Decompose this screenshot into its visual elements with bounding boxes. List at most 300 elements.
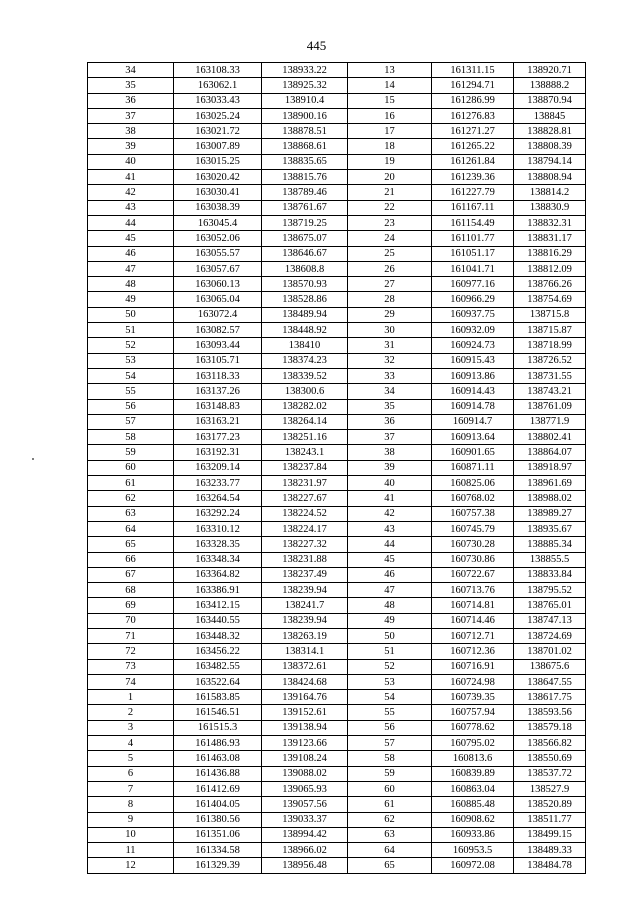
y-coordinate-cell: 138675.6 [514,659,586,674]
x-coordinate-cell: 163192.31 [174,445,262,460]
y-coordinate-cell: 138718.99 [514,338,586,353]
y-coordinate-cell: 139152.61 [262,705,348,720]
x-coordinate-cell: 160914.78 [432,399,514,414]
x-coordinate-cell: 163440.55 [174,613,262,628]
table-row [88,185,586,200]
y-coordinate-cell: 138833.84 [514,567,586,582]
point-number-cell: 48 [88,277,174,292]
table-row [88,414,586,429]
x-coordinate-cell: 160914.7 [432,414,514,429]
x-coordinate-cell: 163233.77 [174,476,262,491]
y-coordinate-cell: 138743.21 [514,384,586,399]
y-coordinate-cell: 138520.89 [514,797,586,812]
coordinates-table-body [88,63,586,874]
y-coordinate-cell: 138918.97 [514,460,586,475]
x-coordinate-cell: 160839.89 [432,766,514,781]
point-number-cell: 13 [348,63,432,78]
x-coordinate-cell: 161154.49 [432,215,514,230]
table-row [88,261,586,276]
y-coordinate-cell: 138878.51 [262,124,348,139]
table-row [88,521,586,536]
x-coordinate-cell: 160937.75 [432,307,514,322]
y-coordinate-cell: 138808.39 [514,139,586,154]
x-coordinate-cell: 163108.33 [174,63,262,78]
point-number-cell: 25 [348,246,432,261]
y-coordinate-cell: 138264.14 [262,414,348,429]
y-coordinate-cell: 138771.9 [514,414,586,429]
x-coordinate-cell: 163163.21 [174,414,262,429]
x-coordinate-cell: 160730.28 [432,537,514,552]
x-coordinate-cell: 163522.64 [174,674,262,689]
y-coordinate-cell: 138231.88 [262,552,348,567]
point-number-cell: 66 [88,552,174,567]
y-coordinate-cell: 138372.61 [262,659,348,674]
point-number-cell: 69 [88,598,174,613]
point-number-cell: 45 [88,231,174,246]
point-number-cell: 41 [348,491,432,506]
y-coordinate-cell: 138239.94 [262,613,348,628]
y-coordinate-cell: 138715.87 [514,323,586,338]
table-row [88,445,586,460]
y-coordinate-cell: 138989.27 [514,506,586,521]
x-coordinate-cell: 161583.85 [174,690,262,705]
y-coordinate-cell: 138339.52 [262,368,348,383]
y-coordinate-cell: 138300.6 [262,384,348,399]
x-coordinate-cell: 160712.36 [432,644,514,659]
table-row [88,644,586,659]
y-coordinate-cell: 139138.94 [262,720,348,735]
point-number-cell: 53 [348,674,432,689]
x-coordinate-cell: 161546.51 [174,705,262,720]
x-coordinate-cell: 163482.55 [174,659,262,674]
point-number-cell: 57 [88,414,174,429]
point-number-cell: 9 [88,812,174,827]
point-number-cell: 19 [348,154,432,169]
point-number-cell: 7 [88,781,174,796]
x-coordinate-cell: 163209.14 [174,460,262,475]
x-coordinate-cell: 160745.79 [432,521,514,536]
y-coordinate-cell: 138647.55 [514,674,586,689]
y-coordinate-cell: 138231.97 [262,476,348,491]
table-row [88,399,586,414]
y-coordinate-cell: 138489.33 [514,843,586,858]
x-coordinate-cell: 160724.98 [432,674,514,689]
table-row [88,384,586,399]
y-coordinate-cell: 138900.16 [262,108,348,123]
point-number-cell: 74 [88,674,174,689]
y-coordinate-cell: 138994.42 [262,827,348,842]
table-row [88,338,586,353]
y-coordinate-cell: 138935.67 [514,521,586,536]
y-coordinate-cell: 138579.18 [514,720,586,735]
y-coordinate-cell: 138933.22 [262,63,348,78]
x-coordinate-cell: 161239.36 [432,170,514,185]
point-number-cell: 6 [88,766,174,781]
y-coordinate-cell: 138593.56 [514,705,586,720]
x-coordinate-cell: 163007.89 [174,139,262,154]
table-row [88,720,586,735]
table-row [88,307,586,322]
table-row [88,583,586,598]
x-coordinate-cell: 161286.99 [432,93,514,108]
x-coordinate-cell: 163328.35 [174,537,262,552]
x-coordinate-cell: 160730.86 [432,552,514,567]
point-number-cell: 56 [348,720,432,735]
x-coordinate-cell: 161271.27 [432,124,514,139]
point-number-cell: 44 [348,537,432,552]
table-row [88,139,586,154]
x-coordinate-cell: 163412.15 [174,598,262,613]
table-row [88,812,586,827]
point-number-cell: 41 [88,170,174,185]
y-coordinate-cell: 138499.15 [514,827,586,842]
y-coordinate-cell: 138646.67 [262,246,348,261]
table-row [88,674,586,689]
y-coordinate-cell: 138617.75 [514,690,586,705]
point-number-cell: 54 [88,368,174,383]
y-coordinate-cell: 138814.2 [514,185,586,200]
point-number-cell: 33 [348,368,432,383]
x-coordinate-cell: 161436.88 [174,766,262,781]
table-row [88,93,586,108]
table-row [88,430,586,445]
table-row [88,460,586,475]
x-coordinate-cell: 163364.82 [174,567,262,582]
point-number-cell: 48 [348,598,432,613]
x-coordinate-cell: 161463.08 [174,751,262,766]
y-coordinate-cell: 138812.09 [514,261,586,276]
table-row [88,537,586,552]
x-coordinate-cell: 163045.4 [174,215,262,230]
point-number-cell: 49 [88,292,174,307]
point-number-cell: 3 [88,720,174,735]
point-number-cell: 55 [348,705,432,720]
y-coordinate-cell: 138766.26 [514,277,586,292]
x-coordinate-cell: 163310.12 [174,521,262,536]
page-number: 445 [306,38,327,53]
point-number-cell: 14 [348,78,432,93]
x-coordinate-cell: 160901.65 [432,445,514,460]
y-coordinate-cell: 138224.17 [262,521,348,536]
point-number-cell: 30 [348,323,432,338]
point-number-cell: 49 [348,613,432,628]
x-coordinate-cell: 163015.25 [174,154,262,169]
point-number-cell: 5 [88,751,174,766]
y-coordinate-cell: 138511.77 [514,812,586,827]
y-coordinate-cell: 138566.82 [514,736,586,751]
x-coordinate-cell: 163025.24 [174,108,262,123]
point-number-cell: 4 [88,736,174,751]
point-number-cell: 50 [88,307,174,322]
point-number-cell: 29 [348,307,432,322]
y-coordinate-cell: 138410 [262,338,348,353]
point-number-cell: 73 [88,659,174,674]
table-row [88,766,586,781]
x-coordinate-cell: 160712.71 [432,628,514,643]
x-coordinate-cell: 163118.33 [174,368,262,383]
x-coordinate-cell: 163062.1 [174,78,262,93]
y-coordinate-cell: 138765.01 [514,598,586,613]
y-coordinate-cell: 138816.29 [514,246,586,261]
point-number-cell: 42 [88,185,174,200]
point-number-cell: 28 [348,292,432,307]
table-row [88,368,586,383]
y-coordinate-cell: 138828.81 [514,124,586,139]
point-number-cell: 21 [348,185,432,200]
table-row [88,353,586,368]
point-number-cell: 42 [348,506,432,521]
point-number-cell: 27 [348,277,432,292]
y-coordinate-cell: 138830.9 [514,200,586,215]
x-coordinate-cell: 161051.17 [432,246,514,261]
point-number-cell: 68 [88,583,174,598]
point-number-cell: 34 [348,384,432,399]
point-number-cell: 35 [348,399,432,414]
table-row [88,552,586,567]
point-number-cell: 57 [348,736,432,751]
x-coordinate-cell: 161276.83 [432,108,514,123]
point-number-cell: 40 [88,154,174,169]
y-coordinate-cell: 138920.71 [514,63,586,78]
x-coordinate-cell: 160757.38 [432,506,514,521]
point-number-cell: 58 [88,430,174,445]
x-coordinate-cell: 161261.84 [432,154,514,169]
y-coordinate-cell: 138885.34 [514,537,586,552]
y-coordinate-cell: 138845 [514,108,586,123]
table-row [88,858,586,873]
y-coordinate-cell: 138237.49 [262,567,348,582]
table-row [88,124,586,139]
x-coordinate-cell: 161334.58 [174,843,262,858]
x-coordinate-cell: 160713.76 [432,583,514,598]
point-number-cell: 64 [88,521,174,536]
x-coordinate-cell: 163448.32 [174,628,262,643]
x-coordinate-cell: 160915.43 [432,353,514,368]
y-coordinate-cell: 138795.52 [514,583,586,598]
point-number-cell: 43 [88,200,174,215]
x-coordinate-cell: 160768.02 [432,491,514,506]
point-number-cell: 61 [348,797,432,812]
point-number-cell: 39 [348,460,432,475]
y-coordinate-cell: 138868.61 [262,139,348,154]
y-coordinate-cell: 138448.92 [262,323,348,338]
point-number-cell: 55 [88,384,174,399]
x-coordinate-cell: 163030.41 [174,185,262,200]
y-coordinate-cell: 138835.65 [262,154,348,169]
y-coordinate-cell: 138537.72 [514,766,586,781]
point-number-cell: 12 [88,858,174,873]
x-coordinate-cell: 163292.24 [174,506,262,521]
x-coordinate-cell: 160825.06 [432,476,514,491]
point-number-cell: 23 [348,215,432,230]
x-coordinate-cell: 163137.26 [174,384,262,399]
y-coordinate-cell: 138966.02 [262,843,348,858]
table-row [88,705,586,720]
y-coordinate-cell: 139057.56 [262,797,348,812]
y-coordinate-cell: 138489.94 [262,307,348,322]
x-coordinate-cell: 160885.48 [432,797,514,812]
y-coordinate-cell: 138794.14 [514,154,586,169]
x-coordinate-cell: 161515.3 [174,720,262,735]
y-coordinate-cell: 138961.69 [514,476,586,491]
point-number-cell: 60 [348,781,432,796]
x-coordinate-cell: 161227.79 [432,185,514,200]
x-coordinate-cell: 163093.44 [174,338,262,353]
point-number-cell: 37 [88,108,174,123]
y-coordinate-cell: 138570.93 [262,277,348,292]
table-row [88,292,586,307]
point-number-cell: 52 [88,338,174,353]
table-row [88,215,586,230]
x-coordinate-cell: 161265.22 [432,139,514,154]
y-coordinate-cell: 138715.8 [514,307,586,322]
x-coordinate-cell: 163456.22 [174,644,262,659]
point-number-cell: 36 [88,93,174,108]
point-number-cell: 35 [88,78,174,93]
y-coordinate-cell: 138484.78 [514,858,586,873]
x-coordinate-cell: 163038.39 [174,200,262,215]
y-coordinate-cell: 138374.23 [262,353,348,368]
x-coordinate-cell: 163060.13 [174,277,262,292]
y-coordinate-cell: 138832.31 [514,215,586,230]
y-coordinate-cell: 138528.86 [262,292,348,307]
y-coordinate-cell: 138527.9 [514,781,586,796]
point-number-cell: 47 [88,261,174,276]
table-row [88,567,586,582]
y-coordinate-cell: 138910.4 [262,93,348,108]
table-row [88,797,586,812]
y-coordinate-cell: 138761.67 [262,200,348,215]
point-number-cell: 38 [348,445,432,460]
point-number-cell: 56 [88,399,174,414]
y-coordinate-cell: 138224.52 [262,506,348,521]
x-coordinate-cell: 160913.86 [432,368,514,383]
x-coordinate-cell: 161101.77 [432,231,514,246]
table-row [88,751,586,766]
point-number-cell: 50 [348,628,432,643]
point-number-cell: 53 [88,353,174,368]
table-row [88,843,586,858]
x-coordinate-cell: 160914.43 [432,384,514,399]
x-coordinate-cell: 163055.57 [174,246,262,261]
point-number-cell: 64 [348,843,432,858]
table-row [88,491,586,506]
point-number-cell: 45 [348,552,432,567]
table-row [88,277,586,292]
y-coordinate-cell: 139065.93 [262,781,348,796]
y-coordinate-cell: 138675.07 [262,231,348,246]
x-coordinate-cell: 160863.04 [432,781,514,796]
x-coordinate-cell: 163072.4 [174,307,262,322]
x-coordinate-cell: 163033.43 [174,93,262,108]
y-coordinate-cell: 138870.94 [514,93,586,108]
x-coordinate-cell: 163057.67 [174,261,262,276]
y-coordinate-cell: 138608.8 [262,261,348,276]
x-coordinate-cell: 161486.93 [174,736,262,751]
x-coordinate-cell: 163021.72 [174,124,262,139]
point-number-cell: 8 [88,797,174,812]
x-coordinate-cell: 161412.69 [174,781,262,796]
y-coordinate-cell: 138789.46 [262,185,348,200]
y-coordinate-cell: 138754.69 [514,292,586,307]
x-coordinate-cell: 163020.42 [174,170,262,185]
point-number-cell: 10 [88,827,174,842]
x-coordinate-cell: 160871.11 [432,460,514,475]
x-coordinate-cell: 163177.23 [174,430,262,445]
table-row [88,659,586,674]
y-coordinate-cell: 138282.02 [262,399,348,414]
point-number-cell: 62 [348,812,432,827]
x-coordinate-cell: 160813.6 [432,751,514,766]
table-row [88,170,586,185]
table-row [88,598,586,613]
y-coordinate-cell: 138251.16 [262,430,348,445]
y-coordinate-cell: 139123.66 [262,736,348,751]
point-number-cell: 52 [348,659,432,674]
table-row [88,736,586,751]
x-coordinate-cell: 163348.34 [174,552,262,567]
point-number-cell: 71 [88,628,174,643]
point-number-cell: 39 [88,139,174,154]
point-number-cell: 15 [348,93,432,108]
x-coordinate-cell: 160778.62 [432,720,514,735]
y-coordinate-cell: 138802.41 [514,430,586,445]
y-coordinate-cell: 138925.32 [262,78,348,93]
x-coordinate-cell: 160757.94 [432,705,514,720]
y-coordinate-cell: 138888.2 [514,78,586,93]
x-coordinate-cell: 161041.71 [432,261,514,276]
x-coordinate-cell: 160722.67 [432,567,514,582]
point-number-cell: 18 [348,139,432,154]
x-coordinate-cell: 161329.39 [174,858,262,873]
point-number-cell: 65 [88,537,174,552]
x-coordinate-cell: 160714.46 [432,613,514,628]
y-coordinate-cell: 138227.67 [262,491,348,506]
table-row [88,690,586,705]
y-coordinate-cell: 138761.09 [514,399,586,414]
y-coordinate-cell: 138241.7 [262,598,348,613]
x-coordinate-cell: 160913.64 [432,430,514,445]
point-number-cell: 17 [348,124,432,139]
point-number-cell: 59 [348,766,432,781]
x-coordinate-cell: 160924.73 [432,338,514,353]
x-coordinate-cell: 161294.71 [432,78,514,93]
y-coordinate-cell: 138719.25 [262,215,348,230]
point-number-cell: 26 [348,261,432,276]
point-number-cell: 37 [348,430,432,445]
table-row [88,63,586,78]
y-coordinate-cell: 138726.52 [514,353,586,368]
point-number-cell: 24 [348,231,432,246]
point-number-cell: 11 [88,843,174,858]
table-row [88,476,586,491]
y-coordinate-cell: 138808.94 [514,170,586,185]
point-number-cell: 54 [348,690,432,705]
table-row [88,323,586,338]
x-coordinate-cell: 161167.11 [432,200,514,215]
x-coordinate-cell: 160977.16 [432,277,514,292]
point-number-cell: 46 [88,246,174,261]
x-coordinate-cell: 161404.05 [174,797,262,812]
point-number-cell: 32 [348,353,432,368]
point-number-cell: 61 [88,476,174,491]
y-coordinate-cell: 138988.02 [514,491,586,506]
y-coordinate-cell: 138724.69 [514,628,586,643]
y-coordinate-cell: 138831.17 [514,231,586,246]
point-number-cell: 65 [348,858,432,873]
y-coordinate-cell: 139108.24 [262,751,348,766]
x-coordinate-cell: 163105.71 [174,353,262,368]
